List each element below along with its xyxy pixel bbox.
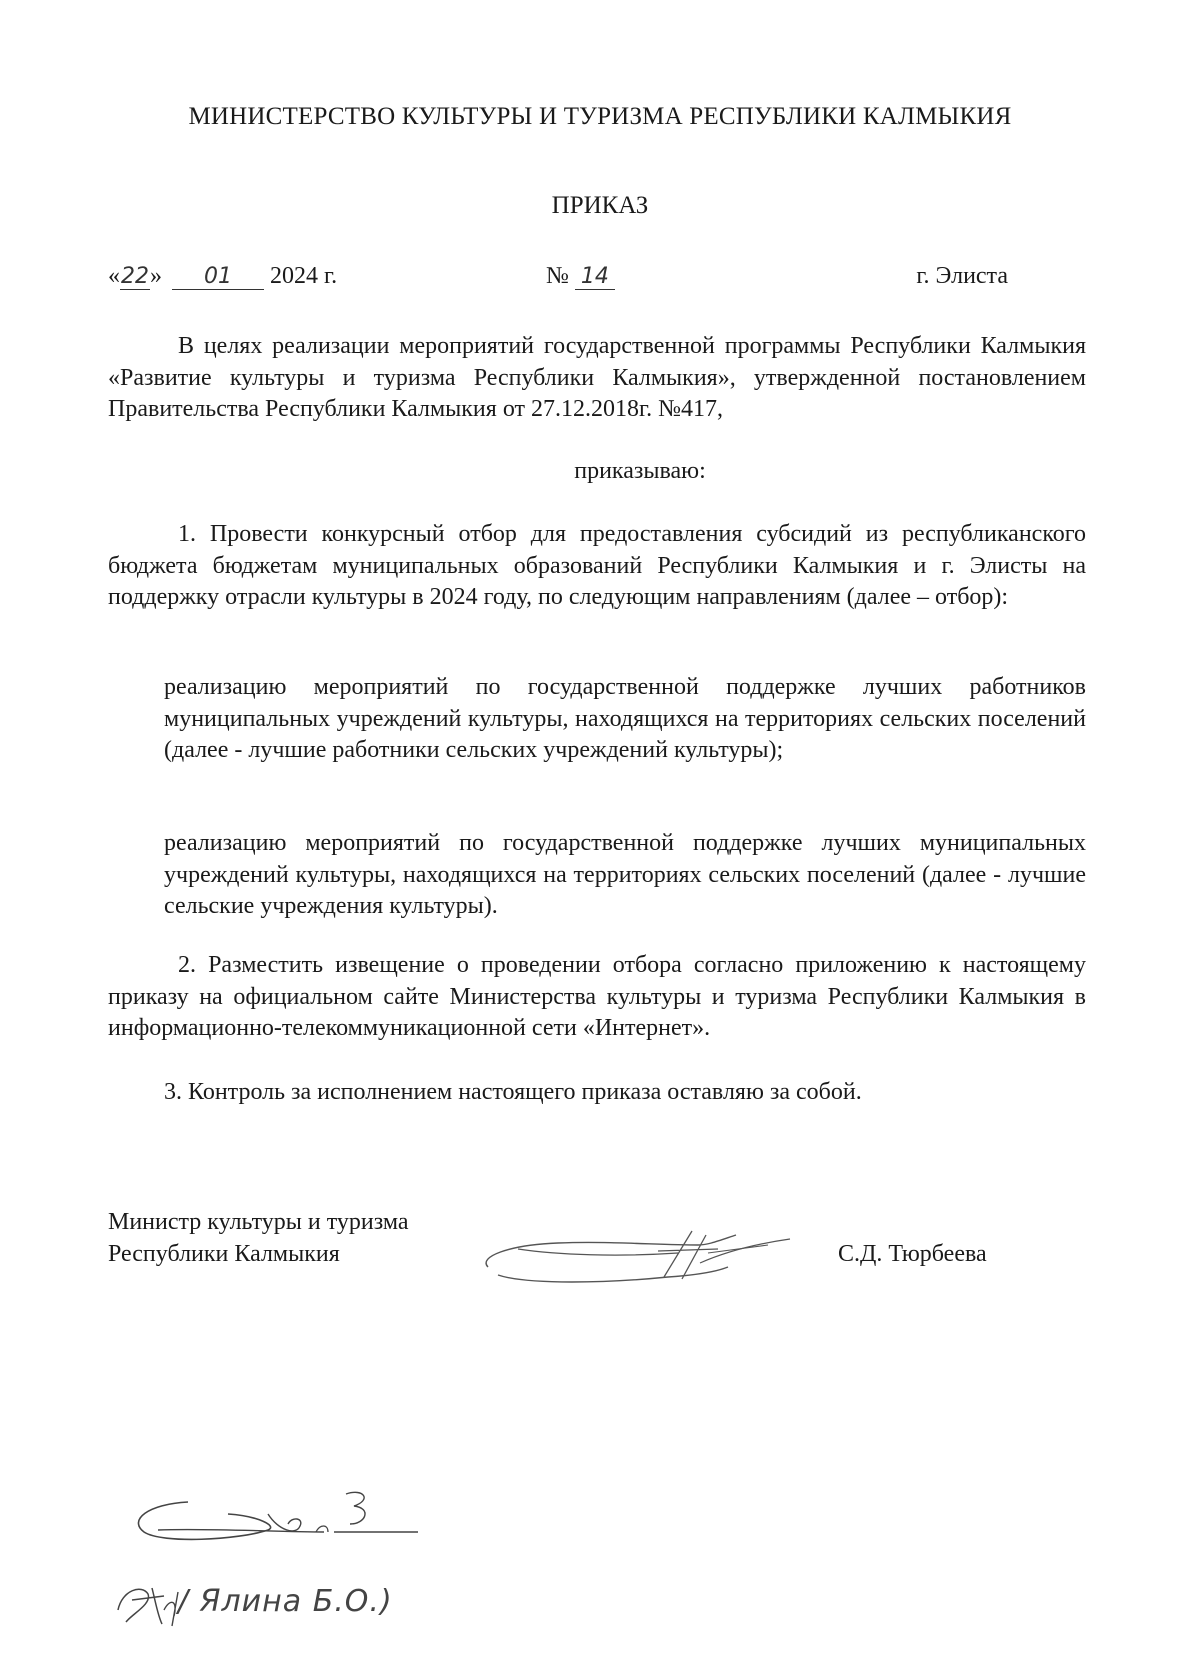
number-label: № bbox=[546, 263, 569, 289]
item-2-paragraph: 2. Разместить извещение о проведении отбора согласно приложению к настоящему приказу на официальном сайте Министерства культуры и туризма Республики Калмыкия в информационно-телекоммуникационной сети «Интернет». bbox=[108, 952, 1086, 1041]
date-month: 01 bbox=[172, 265, 264, 290]
document-city: г. Элиста bbox=[916, 263, 1008, 289]
document-meta-row bbox=[108, 263, 1008, 295]
item-1-subitem-1: реализацию мероприятий по государственной поддержке лучших работников муниципальных учреждений культуры, находящихся на территориях сельских поселений (далее - лучшие работники сельских учреждений культуры); bbox=[164, 674, 1086, 763]
item-1-subitem-2: реализацию мероприятий по государственной поддержке лучших муниципальных учреждений культуры, находящихся на территориях сельских поселений (далее - лучшие сельские учреждения культуры). bbox=[164, 830, 1086, 919]
ministry-header: МИНИСТЕРСТВО КУЛЬТУРЫ И ТУРИЗМА РЕСПУБЛИКИ КАЛМЫКИЯ bbox=[188, 103, 1012, 130]
order-word: приказываю: bbox=[574, 458, 706, 484]
document-title: ПРИКАЗ bbox=[551, 192, 649, 219]
document-number bbox=[546, 263, 615, 290]
date-year: 2024 г. bbox=[270, 263, 338, 289]
minister-signature-icon bbox=[468, 1205, 798, 1293]
position-line-1: Министр культуры и туризма bbox=[108, 1209, 409, 1235]
date-quote-close: » bbox=[150, 263, 162, 289]
position-line-2: Республики Калмыкия bbox=[108, 1241, 340, 1267]
date-day: 22 bbox=[121, 264, 149, 289]
approval-signature-icon bbox=[128, 1480, 448, 1560]
document-date bbox=[108, 263, 337, 290]
date-quote-open: « bbox=[108, 263, 120, 289]
signatory-position bbox=[108, 1206, 409, 1270]
signatory-name: С.Д. Тюрбеева bbox=[838, 1241, 987, 1267]
handwritten-note: / Ялина Б.О.) bbox=[178, 1584, 393, 1619]
number-value: 14 bbox=[575, 265, 615, 290]
item-1-paragraph: 1. Провести конкурсный отбор для предоставления субсидий из республиканского бюджета бюджетам муниципальных образований Республики Калмыкия и г. Элисты на поддержку отрасли культуры в 2024 году, по следующим направлениям (далее – отбор): bbox=[108, 521, 1086, 610]
preamble-paragraph: В целях реализации мероприятий государственной программы Республики Калмыкия «Развитие культуры и туризма Республики Калмыкия», утвержденной постановлением Правительства Республики Калмыкия от 27.12.2018г. №417, bbox=[108, 333, 1086, 422]
item-3-paragraph: 3. Контроль за исполнением настоящего приказа оставляю за собой. bbox=[164, 1079, 862, 1105]
